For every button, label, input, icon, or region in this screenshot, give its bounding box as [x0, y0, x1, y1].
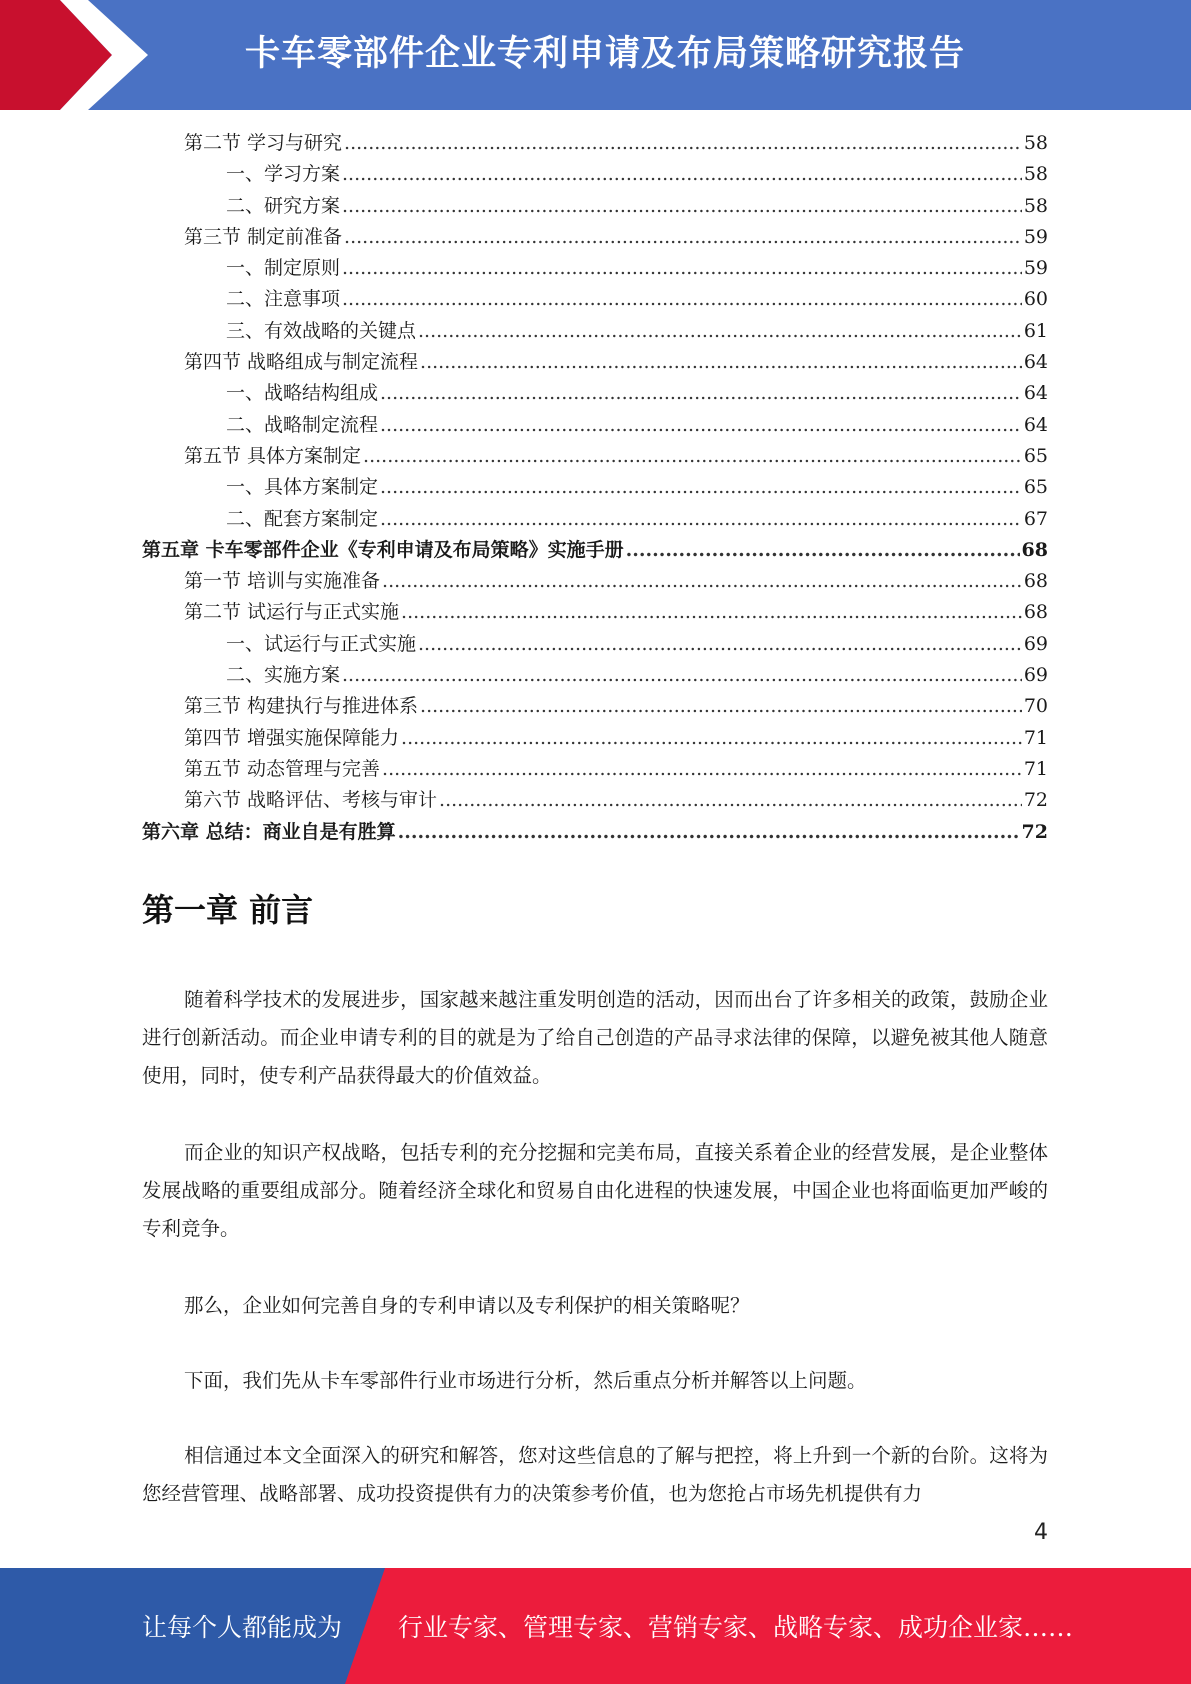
toc-entry-page: 71 [1023, 726, 1048, 749]
toc-entry-label: 二、配套方案制定 [226, 507, 379, 530]
toc-dot-leader [380, 378, 1022, 409]
toc-dot-leader [420, 691, 1022, 722]
footer-slogan-right: 行业专家、管理专家、营销专家、战略专家、成功企业家…… [398, 1613, 1074, 1642]
paragraph-4: 下面，我们先从卡车零部件行业市场进行分析，然后重点分析并解答以上问题。 [184, 1369, 867, 1392]
toc-entry[interactable] [142, 159, 1048, 190]
toc-entry-label: 第五章 卡车零部件企业《专利申请及布局策略》实施手册 [142, 538, 624, 561]
toc-entry[interactable] [142, 597, 1048, 628]
toc-dot-leader [342, 253, 1022, 284]
toc-entry[interactable] [142, 347, 1048, 378]
toc-entry[interactable] [142, 785, 1048, 816]
toc-entry-page: 71 [1023, 757, 1048, 780]
toc-dot-leader [344, 128, 1022, 159]
toc-entry-page: 65 [1023, 444, 1048, 467]
toc-entry-page: 64 [1023, 413, 1048, 436]
page-footer [0, 1568, 1191, 1684]
toc-dot-leader [626, 535, 1020, 566]
toc-entry-label: 第三节 制定前准备 [184, 225, 343, 248]
toc-entry-page: 64 [1023, 382, 1048, 405]
table-of-contents [142, 128, 1048, 848]
toc-entry-page: 68 [1021, 538, 1048, 561]
chapter-title: 第一章 前言 [142, 891, 314, 929]
toc-entry-page: 65 [1023, 476, 1048, 499]
paragraph-3: 那么，企业如何完善自身的专利申请以及专利保护的相关策略呢？ [184, 1294, 750, 1317]
toc-entry-page: 72 [1021, 820, 1048, 843]
toc-entry[interactable] [142, 566, 1048, 597]
toc-entry-label: 第二节 试运行与正式实施 [184, 601, 400, 624]
toc-entry[interactable] [142, 817, 1048, 848]
toc-entry[interactable] [142, 535, 1048, 566]
toc-entry[interactable] [142, 691, 1048, 722]
toc-dot-leader [398, 817, 1020, 848]
toc-entry-label: 第六节 战略评估、考核与审计 [184, 789, 438, 812]
toc-entry-page: 59 [1023, 257, 1048, 280]
toc-entry-label: 第四节 增强实施保障能力 [184, 726, 400, 749]
toc-entry-label: 一、具体方案制定 [226, 476, 379, 499]
toc-entry-label: 第二节 学习与研究 [184, 132, 343, 154]
toc-entry-label: 三、有效战略的关键点 [226, 319, 417, 342]
toc-dot-leader [418, 629, 1022, 660]
toc-entry[interactable] [142, 441, 1048, 472]
toc-dot-leader [380, 410, 1022, 441]
toc-dot-leader [418, 316, 1022, 347]
toc-entry-page: 69 [1023, 632, 1048, 655]
toc-entry-label: 二、研究方案 [226, 194, 341, 217]
paragraph-1: 随着科学技术的发展进步，国家越来越注重发明创造的活动，因而出台了许多相关的政策，鼓励企业进行创新活动。而企业申请专利的目的就是为了给自己创造的产品寻求法律的保障，以避免被其他人随意使用，同时，使专利产品获得最大的价值效益。 [142, 988, 1048, 1087]
toc-dot-leader [401, 597, 1022, 628]
toc-entry[interactable] [142, 504, 1048, 535]
toc-entry-page: 61 [1023, 319, 1048, 342]
toc-dot-leader [342, 191, 1022, 222]
toc-dot-leader [380, 504, 1022, 535]
toc-dot-leader [382, 754, 1022, 785]
toc-entry-page: 59 [1023, 225, 1048, 248]
page-header [0, 0, 1191, 110]
toc-dot-leader [342, 284, 1022, 315]
toc-entry[interactable] [142, 723, 1048, 754]
toc-dot-leader [401, 723, 1022, 754]
footer-slogan-left: 让每个人都能成为 [142, 1613, 343, 1642]
toc-entry[interactable] [142, 472, 1048, 503]
toc-entry[interactable] [142, 316, 1048, 347]
toc-entry[interactable] [142, 660, 1048, 691]
toc-dot-leader [363, 441, 1022, 472]
toc-entry-page: 60 [1023, 288, 1048, 311]
toc-entry-page: 67 [1023, 507, 1048, 530]
toc-entry-page: 70 [1023, 695, 1048, 718]
toc-entry-page: 58 [1023, 132, 1048, 154]
toc-entry-page: 69 [1023, 664, 1048, 687]
toc-entry-label: 第六章 总结：商业自是有胜算 [142, 820, 396, 843]
toc-entry-page: 64 [1023, 351, 1048, 374]
toc-dot-leader [382, 566, 1022, 597]
toc-dot-leader [420, 347, 1022, 378]
toc-dot-leader [342, 159, 1022, 190]
page-number: 4 [1034, 1520, 1048, 1545]
paragraph-2: 而企业的知识产权战略，包括专利的充分挖掘和完美布局，直接关系着企业的经营发展，是企业整体发展战略的重要组成部分。随着经济全球化和贸易自由化进程的快速发展，中国企业也将面临更加严峻的专利竞争。 [142, 1141, 1048, 1240]
toc-entry[interactable] [142, 284, 1048, 315]
toc-entry-page: 68 [1023, 570, 1048, 593]
toc-entry[interactable] [142, 378, 1048, 409]
toc-dot-leader [344, 222, 1022, 253]
toc-entry[interactable] [142, 629, 1048, 660]
toc-entry-label: 一、战略结构组成 [226, 382, 379, 405]
toc-entry-page: 72 [1023, 789, 1048, 812]
toc-entry-label: 第五节 具体方案制定 [184, 444, 362, 467]
toc-entry[interactable] [142, 754, 1048, 785]
toc-entry-label: 二、实施方案 [226, 664, 341, 687]
toc-entry-page: 58 [1023, 163, 1048, 186]
toc-entry-label: 二、注意事项 [226, 288, 341, 311]
toc-entry-page: 58 [1023, 194, 1048, 217]
paragraph-5: 相信通过本文全面深入的研究和解答，您对这些信息的了解与把控，将上升到一个新的台阶。这将为您经营管理、战略部署、成功投资提供有力的决策参考价值，也为您抢占市场先机提供有力 [142, 1444, 1048, 1505]
toc-entry[interactable] [142, 253, 1048, 284]
toc-entry[interactable] [142, 191, 1048, 222]
toc-entry[interactable] [142, 410, 1048, 441]
toc-entry-label: 第五节 动态管理与完善 [184, 757, 381, 780]
report-title: 卡车零部件企业专利申请及布局策略研究报告 [245, 34, 966, 74]
toc-entry-label: 第三节 构建执行与推进体系 [184, 695, 419, 718]
toc-dot-leader [342, 660, 1022, 691]
toc-entry-label: 一、试运行与正式实施 [226, 632, 417, 655]
toc-entry-label: 第一节 培训与实施准备 [184, 570, 381, 593]
toc-entry[interactable] [142, 222, 1048, 253]
toc-entry-label: 二、战略制定流程 [226, 413, 379, 436]
toc-entry-label: 一、学习方案 [226, 163, 341, 186]
toc-entry[interactable] [142, 128, 1048, 159]
toc-entry-label: 第四节 战略组成与制定流程 [184, 351, 419, 374]
toc-dot-leader [439, 785, 1022, 816]
toc-entry-label: 一、制定原则 [226, 257, 341, 280]
toc-entry-page: 68 [1023, 601, 1048, 624]
toc-dot-leader [380, 472, 1022, 503]
